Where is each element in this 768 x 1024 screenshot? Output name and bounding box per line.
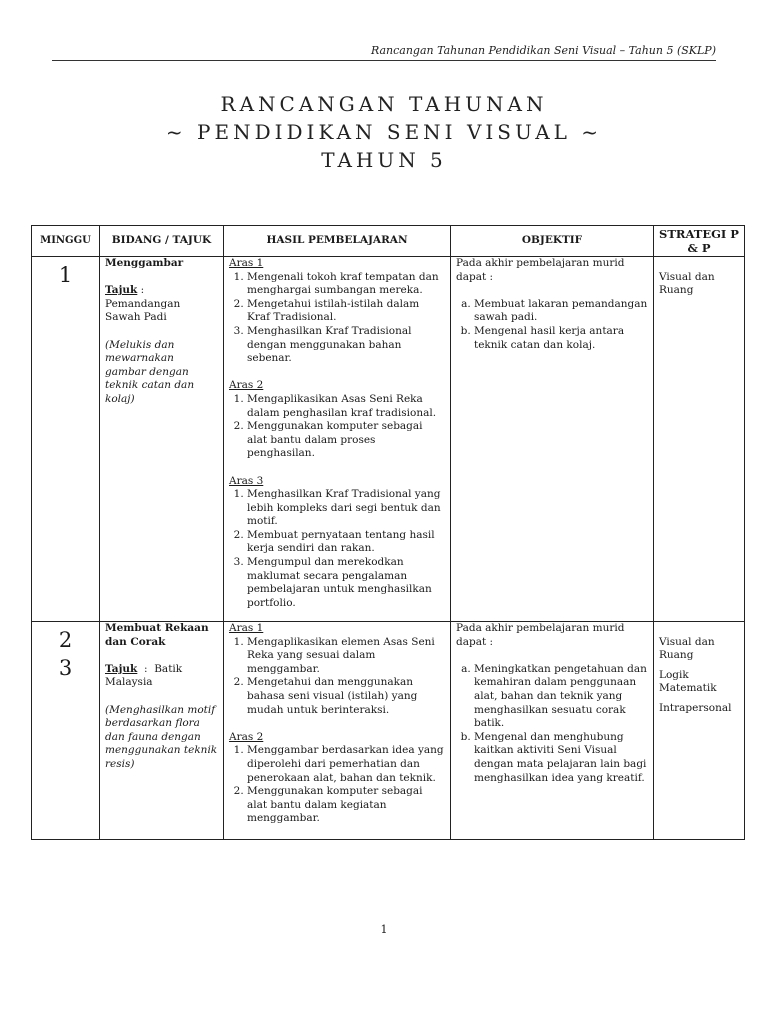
running-header: Rancangan Tahunan Pendidikan Seni Visual – Tahun 5 (SKLP)	[370, 44, 716, 57]
aras-label: Aras 3	[229, 474, 264, 487]
header-hasil: HASIL PEMBELAJARAN	[224, 226, 451, 257]
hasil-cell	[224, 257, 451, 622]
bidang-cell	[100, 257, 224, 622]
week-cell	[32, 622, 100, 840]
bidang-title: Membuat Rekaan dan Corak	[105, 622, 209, 648]
objektif-item: b. Mengenal dan menghubung kaitkan aktiviti Seni Visual dengan mata pelajaran lain bagi menghasilkan idea yang kreatif.	[474, 731, 648, 785]
hasil-item: 2. Menggunakan komputer sebagai alat bantu dalam kegiatan menggambar.	[247, 785, 445, 826]
objektif-item: a. Meningkatkan pengetahuan dan kemahiran dalam penggunaan alat, bahan dan teknik yang menghasilkan sesuatu corak batik.	[474, 663, 648, 731]
bidang-cell	[100, 622, 224, 840]
hasil-item: 2. Membuat pernyataan tentang hasil kerja sendiri dan rakan.	[247, 529, 445, 556]
bidang-note: (Melukis dan mewarnakan gambar dengan teknik catan dan kolaj)	[105, 338, 195, 405]
document-title	[0, 90, 768, 174]
header-rule	[52, 60, 716, 61]
objektif-item: a. Membuat lakaran pemandangan sawah padi.	[474, 298, 648, 325]
hasil-item: 2. Menggunakan komputer sebagai alat bantu dalam proses penghasilan.	[247, 420, 445, 461]
bidang-note: (Menghasilkan motif berdasarkan flora dan fauna dengan menggunakan teknik resis)	[105, 703, 218, 770]
tajuk-separator: :	[137, 284, 145, 297]
objektif-cell	[451, 257, 654, 622]
hasil-item: 1. Mengaplikasikan elemen Asas Seni Reka yang sesuai dalam menggambar.	[247, 636, 445, 677]
strategi-cell	[654, 257, 745, 622]
hasil-item: 1. Menggambar berdasarkan idea yang diperolehi dari pemerhatian dan penerokaan alat, bahan dan teknik.	[247, 744, 445, 785]
header-bidang: BIDANG / TAJUK	[100, 226, 224, 257]
tajuk-line	[105, 663, 218, 690]
table-row	[32, 257, 745, 622]
strategi-cell	[654, 622, 745, 840]
header-strategi: STRATEGI P & P	[654, 226, 745, 257]
tajuk-label: Tajuk	[105, 284, 138, 297]
objektif-intro: Pada akhir pembelajaran murid dapat :	[456, 257, 625, 283]
objektif-cell	[451, 622, 654, 840]
strategi-item: Visual dan Ruang	[659, 270, 715, 297]
tajuk-value: Pemandangan Sawah Padi	[105, 297, 181, 324]
bidang-title: Menggambar	[105, 257, 184, 269]
aras-label: Aras 2	[229, 379, 264, 392]
strategi-item: Visual dan Ruang	[659, 635, 715, 662]
tajuk-value: Batik Malaysia	[105, 662, 183, 689]
hasil-item: 3. Menghasilkan Kraf Tradisional dengan menggunakan bahan sebenar.	[247, 325, 445, 366]
objektif-item: b. Mengenal hasil kerja antara teknik catan dan kolaj.	[474, 325, 648, 352]
week-number: 2	[58, 628, 73, 652]
hasil-item: 2. Mengetahui dan menggunakan bahasa seni visual (istilah) yang mudah untuk berinteraksi.	[247, 676, 445, 717]
table-header-row	[32, 226, 745, 257]
header-minggu: MINGGU	[32, 226, 100, 257]
week-number: 3	[58, 656, 73, 680]
hasil-item: 1. Mengaplikasikan Asas Seni Reka dalam penghasilan kraf tradisional.	[247, 393, 445, 420]
title-line-3: TAHUN 5	[321, 148, 447, 172]
aras-label: Aras 2	[229, 730, 264, 743]
page-number: 1	[380, 923, 388, 936]
aras-label: Aras 1	[229, 622, 264, 634]
hasil-item: 2. Mengetahui istilah-istilah dalam Kraf Tradisional.	[247, 298, 445, 325]
strategi-item: Logik Matematik	[659, 668, 717, 695]
aras-label: Aras 1	[229, 257, 264, 269]
tajuk-separator: :	[137, 662, 155, 675]
week-number: 1	[58, 263, 73, 287]
table-row	[32, 622, 745, 840]
hasil-item: 1. Menghasilkan Kraf Tradisional yang lebih kompleks dari segi bentuk dan motif.	[247, 488, 445, 529]
plan-table	[31, 225, 745, 840]
objektif-intro: Pada akhir pembelajaran murid dapat :	[456, 622, 625, 648]
week-cell	[32, 257, 100, 622]
hasil-item: 3. Mengumpul dan merekodkan maklumat secara pengalaman pembelajaran untuk menghasilkan portfolio.	[247, 556, 445, 610]
strategi-item: Intrapersonal	[659, 701, 732, 714]
hasil-item: 1. Mengenali tokoh kraf tempatan dan menghargai sumbangan mereka.	[247, 271, 445, 298]
hasil-cell	[224, 622, 451, 840]
tajuk-line	[105, 284, 218, 298]
title-line-1: RANCANGAN TAHUNAN	[220, 92, 548, 116]
header-objektif: OBJEKTIF	[451, 226, 654, 257]
title-line-2: ~ PENDIDIKAN SENI VISUAL ~	[165, 120, 603, 144]
tajuk-label: Tajuk	[105, 662, 138, 675]
